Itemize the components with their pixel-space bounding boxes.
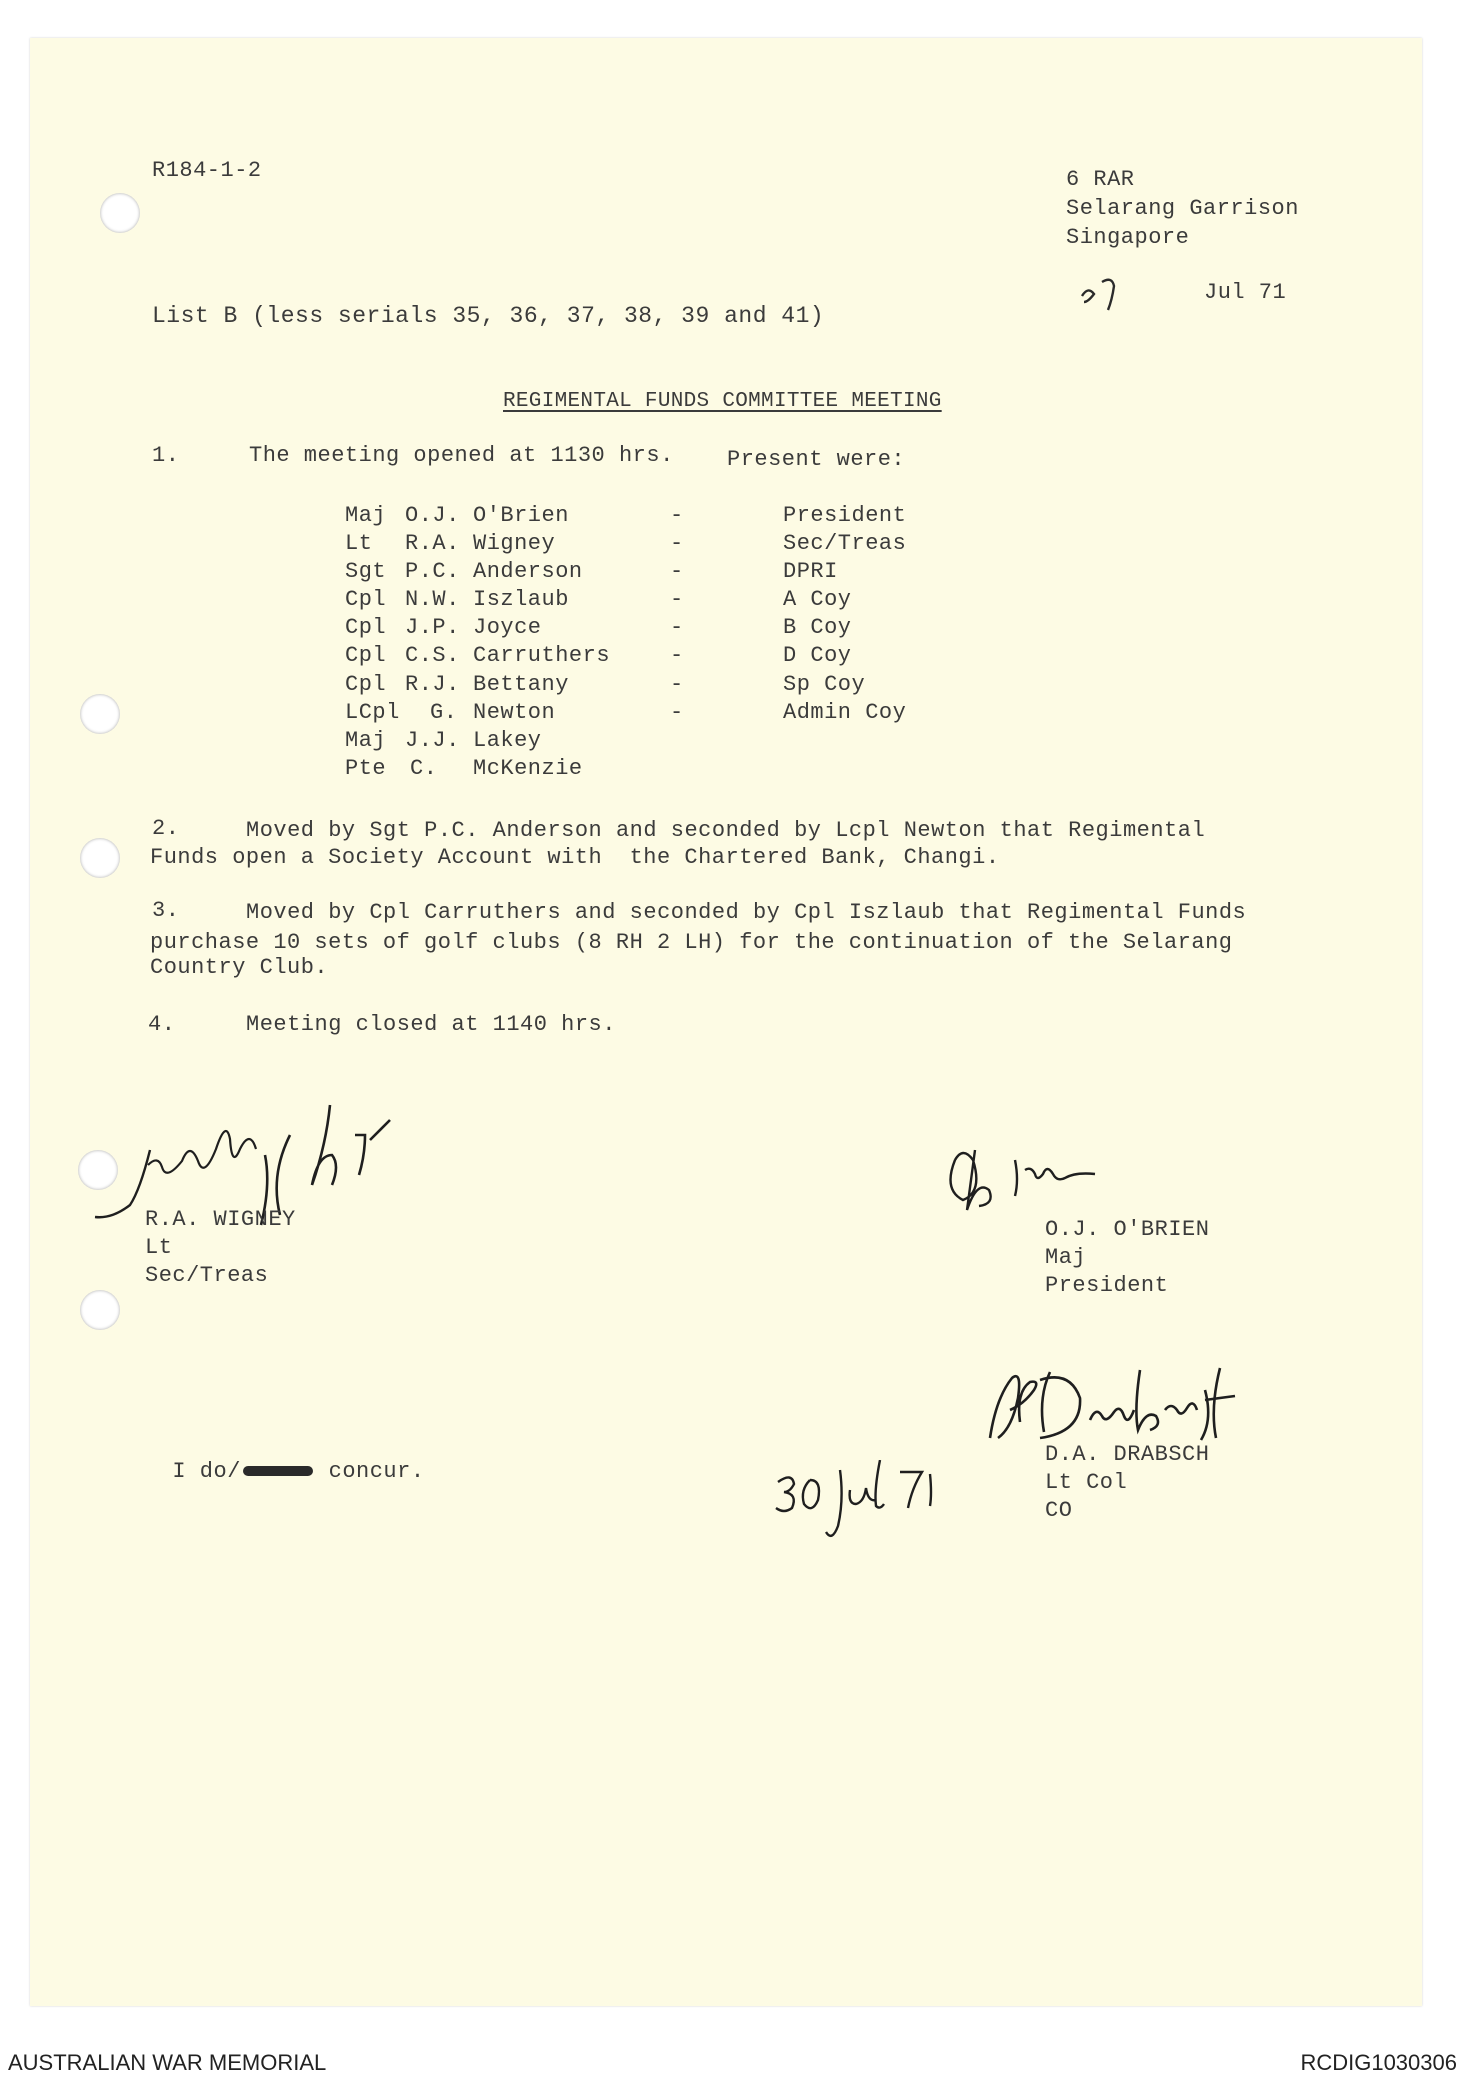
secretary-role: Sec/Treas (145, 1263, 269, 1288)
co-role: CO (1045, 1498, 1073, 1523)
document-title: REGIMENTAL FUNDS COMMITTEE MEETING (503, 390, 942, 413)
attendee-role: Sp Coy (783, 672, 866, 697)
attendee-role: Admin Coy (783, 700, 907, 725)
attendee-row (345, 643, 1045, 671)
attendee-name: Joyce (473, 615, 542, 640)
attendee-dash: - (670, 700, 684, 725)
attendee-name: Newton (473, 700, 556, 725)
para2-line2: Funds open a Society Account with the Chartered Bank, Changi. (150, 845, 1000, 870)
address-line-unit: 6 RAR (1066, 167, 1135, 192)
secretary-rank: Lt (145, 1235, 173, 1260)
attendee-dash: - (670, 672, 684, 697)
para-number: 1. (152, 443, 180, 468)
attendee-row (345, 615, 1045, 643)
struck-out-text (243, 1466, 313, 1476)
attendee-initials: O.J. (405, 503, 460, 528)
para-number: 3. (152, 898, 180, 923)
document-page (30, 38, 1422, 2006)
concur-prefix: I do/ (172, 1459, 241, 1484)
file-reference: R184-1-2 (152, 158, 262, 183)
date-month-year: Jul 71 (1204, 280, 1287, 305)
attendee-dash: - (670, 559, 684, 584)
attendee-role: B Coy (783, 615, 852, 640)
para2-line1: Moved by Sgt P.C. Anderson and seconded by Lcpl Newton that Regimental (246, 818, 1206, 843)
attendee-initials: N.W. (405, 587, 460, 612)
attendee-row (345, 559, 1045, 587)
distribution-list: List B (less serials 35, 36, 37, 38, 39 and 41) (152, 303, 825, 329)
attendee-rank: Cpl (345, 672, 387, 697)
attendee-name: Wigney (473, 531, 556, 556)
attendee-role: A Coy (783, 587, 852, 612)
attendee-name: Bettany (473, 672, 569, 697)
president-role: President (1045, 1273, 1169, 1298)
punch-hole (100, 193, 140, 233)
para-number: 4. (148, 1012, 176, 1037)
attendee-row (345, 587, 1045, 615)
attendee-rank: Lt (345, 531, 373, 556)
attendee-dash: - (670, 643, 684, 668)
attendee-row (345, 728, 1045, 756)
attendee-name: Lakey (473, 728, 542, 753)
attendee-rank: Cpl (345, 587, 387, 612)
para4-text: Meeting closed at 1140 hrs. (246, 1012, 616, 1037)
attendee-name: Iszlaub (473, 587, 569, 612)
president-rank: Maj (1045, 1245, 1087, 1270)
address-line-garrison: Selarang Garrison (1066, 196, 1299, 221)
attendee-initials: J.J. (405, 728, 460, 753)
attendee-dash: - (670, 503, 684, 528)
attendee-initials: C.S. (405, 643, 460, 668)
attendee-rank: Sgt (345, 559, 387, 584)
co-name: D.A. DRABSCH (1045, 1442, 1210, 1467)
attendee-initials: G. (430, 700, 458, 725)
attendee-name: Anderson (473, 559, 583, 584)
attendee-rank: Maj (345, 728, 387, 753)
handwritten-concur-date (770, 1460, 960, 1550)
attendee-name: O'Brien (473, 503, 569, 528)
attendee-initials: R.A. (405, 531, 460, 556)
attendee-initials: C. (410, 756, 438, 781)
attendee-dash: - (670, 531, 684, 556)
attendee-rank: Cpl (345, 615, 387, 640)
para3-line3: Country Club. (150, 955, 329, 980)
para3-line2: purchase 10 sets of golf clubs (8 RH 2 LH) for the continuation of the Selarang (150, 930, 1233, 955)
para1-text: The meeting opened at 1130 hrs. (249, 443, 674, 468)
attendee-initials: R.J. (405, 672, 460, 697)
para-number: 2. (152, 816, 180, 841)
attendee-role: President (783, 503, 907, 528)
attendee-name: McKenzie (473, 756, 583, 781)
attendee-role: D Coy (783, 643, 852, 668)
concur-statement (145, 1434, 425, 1484)
attendee-role: Sec/Treas (783, 531, 907, 556)
para3-line1: Moved by Cpl Carruthers and seconded by Cpl Iszlaub that Regimental Funds (246, 900, 1247, 925)
attendee-dash: - (670, 615, 684, 640)
handwritten-date-day (1078, 270, 1128, 314)
attendee-row (345, 672, 1045, 700)
present-label: Present were: (727, 447, 906, 472)
punch-hole (80, 694, 120, 734)
attendee-row (345, 756, 1045, 784)
attendee-rank: Cpl (345, 643, 387, 668)
attendee-initials: J.P. (405, 615, 460, 640)
attendee-rank: Maj (345, 503, 387, 528)
punch-hole (80, 838, 120, 878)
attendee-rank: Pte (345, 756, 387, 781)
attendee-rank: LCpl (345, 700, 400, 725)
secretary-name: R.A. WIGNEY (145, 1207, 296, 1232)
co-rank: Lt Col (1045, 1470, 1128, 1495)
attendee-row (345, 531, 1045, 559)
attendee-initials: P.C. (405, 559, 460, 584)
archive-footer-right: RCDIG1030306 (1300, 2050, 1457, 2075)
archive-footer-left: AUSTRALIAN WAR MEMORIAL (8, 2050, 327, 2075)
attendee-dash: - (670, 587, 684, 612)
attendee-row (345, 700, 1045, 728)
concur-suffix: concur. (314, 1459, 425, 1484)
president-name: O.J. O'BRIEN (1045, 1217, 1210, 1242)
punch-hole (80, 1290, 120, 1330)
attendee-role: DPRI (783, 559, 838, 584)
address-line-country: Singapore (1066, 225, 1190, 250)
signature-obrien (935, 1130, 1135, 1220)
attendee-row (345, 503, 1045, 531)
attendee-name: Carruthers (473, 643, 611, 668)
